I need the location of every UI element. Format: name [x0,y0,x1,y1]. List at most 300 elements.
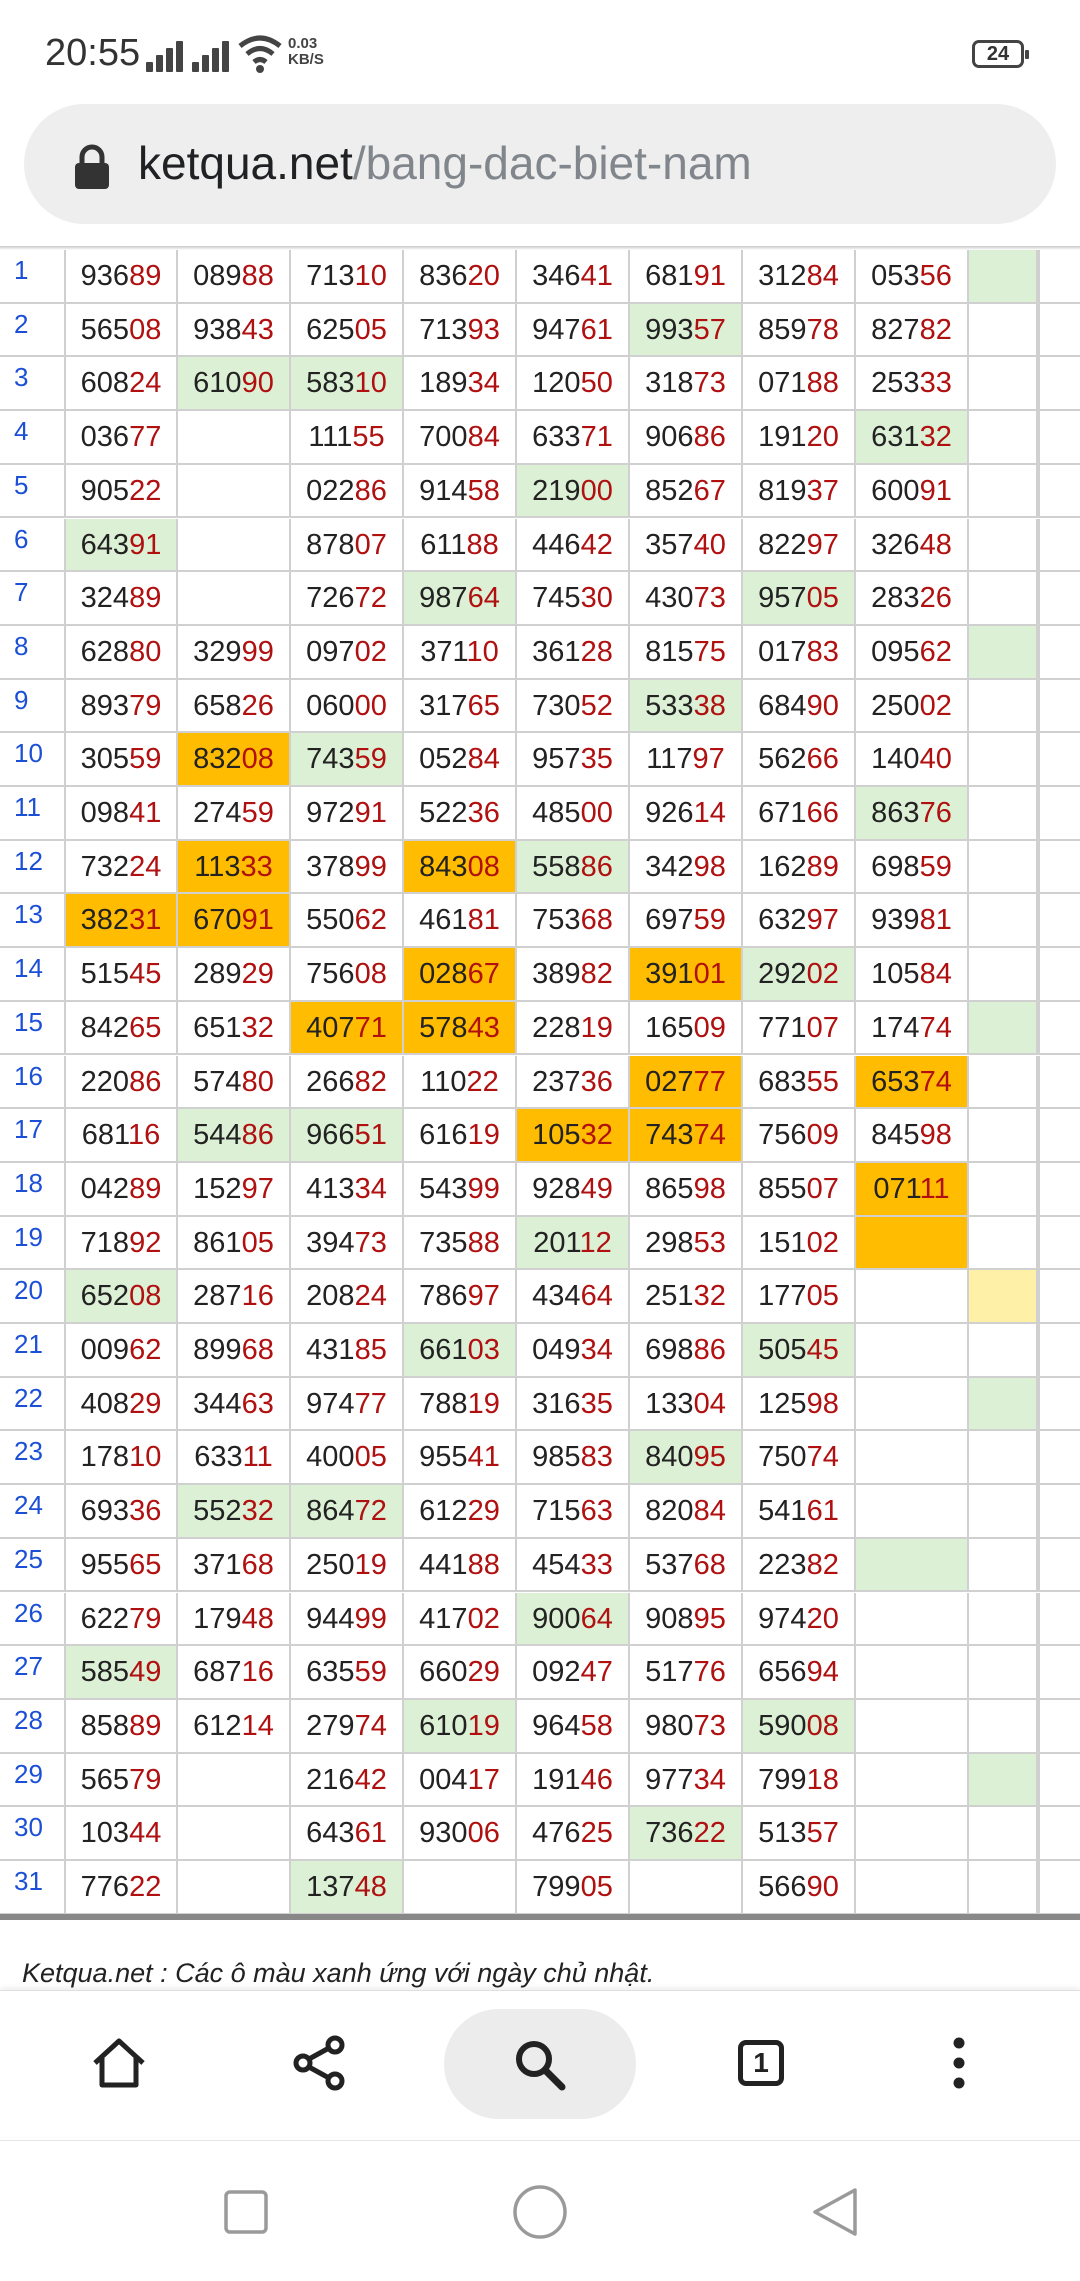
day-number[interactable]: 13 [0,894,66,946]
result-cell [969,1646,1038,1698]
result-cell [66,411,178,463]
result-cell [66,841,178,893]
result-cell [630,626,743,678]
result-number: 40829 [80,1387,162,1420]
result-cell [743,1270,856,1322]
result-cell [178,1270,291,1322]
day-number[interactable]: 26 [0,1593,66,1645]
result-number: 16509 [645,1011,726,1044]
result-number: 96651 [306,1119,387,1152]
result-number: 48500 [532,797,613,829]
back-button[interactable] [800,2177,870,2247]
recent-apps-button[interactable] [211,2177,281,2247]
result-number: 38982 [532,958,613,991]
result-number: 09702 [306,635,387,668]
result-cell [178,1807,291,1859]
result-number: 67091 [193,904,274,937]
result-cell [517,680,630,732]
result-number: 37110 [420,635,499,668]
result-number: 77622 [80,1871,162,1903]
result-cell [969,1002,1038,1054]
result-cell [178,304,291,356]
result-cell [630,1270,743,1322]
result-cell [969,1163,1038,1215]
result-cell [856,411,969,463]
result-number: 73224 [80,850,162,883]
result-cell [517,1700,630,1752]
result-number: 44642 [532,528,613,561]
day-number[interactable]: 29 [0,1754,66,1806]
result-cell [1038,1754,1040,1806]
result-number: 01783 [758,635,839,668]
result-cell [291,357,404,409]
search-button[interactable] [444,2009,636,2119]
result-cell [291,1109,404,1161]
day-number[interactable]: 22 [0,1378,66,1430]
result-cell [630,1485,743,1537]
result-number: 78819 [419,1387,500,1420]
result-number: 39473 [306,1226,387,1259]
day-number[interactable]: 11 [0,787,66,839]
result-number: 28929 [193,958,274,991]
result-cell [969,680,1038,732]
table-row [0,357,1080,411]
result-cell [743,680,856,732]
table-row [0,519,1080,573]
day-number[interactable]: 5 [0,465,66,517]
result-number: 28716 [193,1280,274,1313]
result-number: 94761 [532,313,613,346]
result-number: 28326 [871,582,952,615]
day-number[interactable]: 17 [0,1109,66,1161]
day-number[interactable]: 4 [0,411,66,463]
result-cell [517,1324,630,1376]
result-number: 60824 [80,367,162,400]
result-cell [969,1431,1038,1483]
result-number: 95541 [419,1441,500,1474]
result-number: 03677 [80,421,162,454]
tabs-button[interactable] [706,2011,816,2115]
table-row [0,1378,1080,1432]
result-cell [1038,411,1040,463]
day-number[interactable]: 31 [0,1861,66,1913]
result-cell [743,1593,856,1645]
result-cell [291,1646,404,1698]
result-cell [66,626,178,678]
result-cell [856,1163,969,1215]
result-number: 43185 [306,1334,387,1366]
result-cell [630,1700,743,1752]
result-number: 17810 [80,1441,162,1474]
result-number: 75608 [306,958,387,991]
home-icon [89,2033,149,2093]
day-number[interactable]: 2 [0,304,66,356]
status-time: 20:55 [45,32,141,74]
result-number: 68355 [758,1065,839,1098]
result-number: 61229 [419,1495,500,1528]
result-cell [178,948,291,1000]
result-cell [517,787,630,839]
result-cell [517,519,630,571]
result-cell [969,1324,1038,1376]
browser-toolbar [0,1990,1080,2136]
network-speed-value: 0.03 [288,35,318,52]
result-number: 67166 [758,797,839,829]
result-cell [291,1056,404,1108]
result-cell [178,357,291,409]
result-number: 26682 [306,1065,387,1098]
result-cell [404,1270,517,1322]
result-cell [630,948,743,1000]
result-cell [856,1109,969,1161]
result-cell [1038,626,1040,678]
day-number[interactable]: 21 [0,1324,66,1376]
result-cell [178,1378,291,1430]
result-number: 91458 [419,474,500,507]
result-number: 30559 [80,743,162,776]
table-row [0,250,1080,304]
result-cell [969,841,1038,893]
result-cell [66,1861,178,1913]
result-number: 04289 [80,1172,162,1205]
result-number: 22382 [758,1548,839,1581]
result-cell [178,680,291,732]
result-number: 63371 [532,421,613,454]
day-number[interactable]: 30 [0,1807,66,1859]
result-number: 65374 [871,1065,952,1098]
table-row [0,841,1080,895]
result-cell [856,465,969,517]
result-number: 06000 [306,689,387,722]
result-cell [743,1539,856,1591]
result-number: 68716 [193,1656,274,1689]
result-cell [178,1485,291,1537]
result-number: 19120 [758,421,839,454]
home-nav-button[interactable] [505,2177,575,2247]
result-cell [856,1807,969,1859]
result-cell [969,1056,1038,1108]
result-cell [404,1593,517,1645]
result-number: 68490 [758,689,839,722]
result-cell [1038,304,1040,356]
result-cell [969,411,1038,463]
result-cell [517,1378,630,1430]
result-cell [743,1485,856,1537]
result-cell [1038,250,1040,302]
result-number: 95735 [532,743,613,776]
result-number: 63132 [871,421,952,454]
result-cell [291,1485,404,1537]
day-number[interactable]: 14 [0,948,66,1000]
result-cell [1038,357,1040,409]
result-cell [630,519,743,571]
result-number: 17474 [871,1011,952,1044]
result-number: 98073 [645,1709,726,1742]
result-cell [66,357,178,409]
table-row [0,1807,1080,1861]
table-bottom-border [0,1914,1080,1920]
result-cell [291,948,404,1000]
result-cell [969,1217,1038,1269]
result-number: 00417 [419,1763,500,1796]
back-icon [807,2184,863,2240]
result-cell [856,948,969,1000]
share-button[interactable] [264,2011,374,2115]
result-cell [404,894,517,946]
result-cell [66,787,178,839]
result-cell [291,1539,404,1591]
day-number[interactable]: 20 [0,1270,66,1322]
result-cell [291,1431,404,1483]
day-number[interactable]: 3 [0,357,66,409]
result-number: 97734 [645,1763,726,1796]
result-number: 79905 [532,1871,613,1903]
result-number: 41702 [419,1602,500,1635]
result-number: 58310 [306,367,387,400]
result-number: 61019 [419,1709,500,1742]
result-number: 79918 [758,1763,839,1796]
result-number: 21642 [306,1763,387,1796]
result-cell [66,1056,178,1108]
result-cell [291,1378,404,1430]
result-cell [404,841,517,893]
day-number[interactable]: 8 [0,626,66,678]
result-cell [743,250,856,302]
url-text[interactable] [138,136,752,190]
table-row [0,1056,1080,1110]
result-cell [66,1807,178,1859]
day-number[interactable]: 1 [0,250,66,302]
more-icon [949,2033,969,2093]
result-number: 31635 [532,1387,613,1420]
result-number: 73588 [419,1226,500,1259]
day-number[interactable]: 16 [0,1056,66,1108]
address-bar[interactable] [24,104,1056,224]
result-cell [1038,1217,1040,1269]
result-cell [517,1861,630,1913]
more-button[interactable] [904,2011,1014,2115]
day-number[interactable]: 24 [0,1485,66,1537]
day-number[interactable]: 27 [0,1646,66,1698]
result-cell [517,1002,630,1054]
result-cell [969,519,1038,571]
result-number: 75609 [758,1119,839,1152]
result-cell [404,1163,517,1215]
result-cell [969,1378,1038,1430]
result-cell [178,894,291,946]
result-cell [404,250,517,302]
result-cell [291,1754,404,1806]
result-cell [856,1539,969,1591]
day-number[interactable]: 18 [0,1163,66,1215]
result-number: 07111 [873,1172,950,1205]
result-number: 57480 [193,1065,274,1098]
result-number: 31873 [645,367,726,400]
result-cell [291,572,404,624]
result-cell [743,465,856,517]
result-number: 71892 [80,1226,162,1259]
result-number: 65826 [193,689,274,722]
result-cell [1038,1646,1040,1698]
result-cell [66,1431,178,1483]
table-row [0,733,1080,787]
result-number: 46181 [419,904,500,937]
home-button[interactable] [64,2011,174,2115]
result-cell [969,787,1038,839]
result-number: 12050 [532,367,613,400]
result-cell [291,787,404,839]
result-cell [291,1324,404,1376]
result-cell [404,465,517,517]
day-number[interactable]: 10 [0,733,66,785]
table-row [0,1163,1080,1217]
result-cell [178,1056,291,1108]
result-cell [630,1539,743,1591]
result-cell [66,1539,178,1591]
result-number: 96458 [532,1709,613,1742]
result-cell [178,465,291,517]
result-number: 56690 [758,1871,839,1903]
result-cell [630,357,743,409]
day-number[interactable]: 23 [0,1431,66,1483]
table-row [0,572,1080,626]
result-number: 32648 [871,528,952,561]
table-row [0,1539,1080,1593]
result-number: 17948 [193,1602,274,1635]
result-cell [743,894,856,946]
result-number: 93981 [871,904,952,937]
result-cell [404,626,517,678]
result-number: 75074 [758,1441,839,1474]
result-number: 89379 [80,689,162,722]
table-row [0,1700,1080,1754]
result-cell [743,1754,856,1806]
result-number: 58549 [80,1656,162,1689]
result-number: 09562 [871,635,952,668]
result-cell [291,465,404,517]
results-table [0,250,1080,1915]
lock-icon[interactable] [72,144,112,190]
result-number: 65208 [80,1280,162,1313]
day-number[interactable]: 9 [0,680,66,732]
result-cell [517,948,630,1000]
result-cell [66,519,178,571]
result-cell [66,1217,178,1269]
table-row [0,894,1080,948]
result-number: 31765 [419,689,500,722]
day-number[interactable]: 19 [0,1217,66,1269]
day-number[interactable]: 28 [0,1700,66,1752]
result-cell [404,1539,517,1591]
result-number: 66029 [419,1656,500,1689]
table-row [0,1002,1080,1056]
result-number: 81937 [758,474,839,507]
result-cell [66,1163,178,1215]
result-number: 84598 [871,1119,952,1152]
result-number: 27459 [193,797,274,829]
result-cell [291,1270,404,1322]
result-number: 45433 [532,1548,613,1581]
result-number: 27974 [306,1709,387,1742]
battery-level: 24 [986,43,1010,65]
result-cell [743,948,856,1000]
result-cell [630,1217,743,1269]
result-cell [630,841,743,893]
result-cell [178,1700,291,1752]
result-number: 65694 [758,1656,839,1689]
footer-note: Ketqua.net : Các ô màu xanh ứng với ngày chủ nhật. [22,1958,655,1988]
result-number: 74359 [306,743,387,776]
result-number: 99357 [645,313,726,346]
result-number: 83620 [419,260,500,292]
result-cell [404,787,517,839]
result-number: 54399 [419,1172,500,1205]
table-row [0,1485,1080,1539]
result-cell [1038,948,1040,1000]
result-number: 90064 [532,1602,613,1635]
day-number[interactable]: 7 [0,572,66,624]
result-number: 32999 [193,635,274,668]
result-number: 38231 [80,904,162,937]
result-cell [630,465,743,517]
day-number[interactable]: 25 [0,1539,66,1591]
result-cell [630,787,743,839]
result-cell [66,1700,178,1752]
result-cell [66,948,178,1000]
result-number: 82782 [871,313,952,346]
table-row [0,1217,1080,1271]
result-cell [1038,1485,1040,1537]
result-cell [630,250,743,302]
result-number: 09841 [80,797,162,829]
result-cell [630,304,743,356]
result-cell [630,680,743,732]
result-number: 90522 [80,474,162,507]
result-cell [856,841,969,893]
result-number: 51545 [80,958,162,991]
result-cell [517,1056,630,1108]
result-cell [291,304,404,356]
result-cell [1038,733,1040,785]
result-cell [856,1002,969,1054]
result-cell [178,1109,291,1161]
result-cell [66,894,178,946]
result-number: 95705 [758,582,839,615]
day-number[interactable]: 6 [0,519,66,571]
result-cell [743,1163,856,1215]
result-cell [856,519,969,571]
result-number: 53338 [645,689,726,722]
result-cell [1038,1270,1040,1322]
home-nav-icon [510,2182,570,2242]
day-number[interactable]: 15 [0,1002,66,1054]
result-number: 15297 [193,1172,274,1205]
result-cell [969,733,1038,785]
result-number: 10532 [532,1119,613,1152]
result-number: 55062 [306,904,387,937]
result-cell [404,1700,517,1752]
day-number[interactable]: 12 [0,841,66,893]
table-row [0,948,1080,1002]
result-cell [630,572,743,624]
result-cell [856,680,969,732]
result-cell [630,1109,743,1161]
result-number: 34298 [645,850,726,883]
table-row [0,1324,1080,1378]
result-cell [856,572,969,624]
result-number: 85978 [758,313,839,346]
table-row [0,1431,1080,1485]
